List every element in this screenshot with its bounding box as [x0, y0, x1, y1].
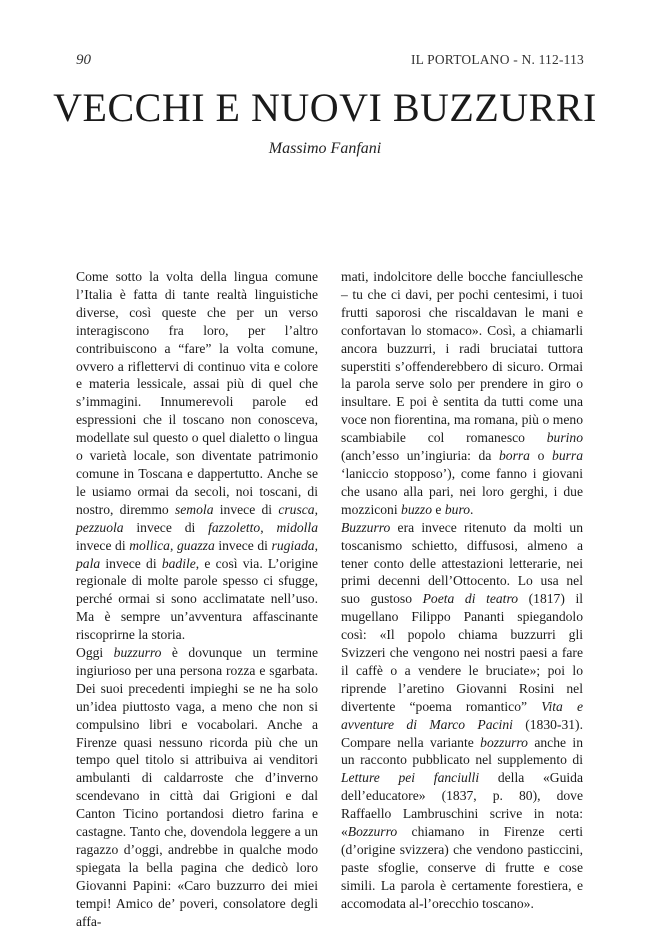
- text-run: invece di: [123, 519, 209, 535]
- italic-term: badile: [161, 555, 196, 571]
- paragraph: [341, 519, 583, 913]
- italic-term: semola: [174, 501, 214, 517]
- italic-term: Buzzurro: [341, 519, 391, 535]
- text-run: .: [470, 501, 474, 517]
- text-run: ,: [314, 537, 318, 553]
- italic-term: pezzuola: [76, 519, 124, 535]
- text-run: e: [432, 501, 445, 517]
- italic-term: bozzurro: [480, 734, 528, 750]
- article-author: Massimo Fanfani: [268, 140, 382, 157]
- text-run: della «Guida dell’educatore» (1837, p. 80), dove Raffaello Lambruschini scrive in nota: «: [341, 770, 583, 840]
- text-run: invece di: [213, 501, 279, 517]
- text-run: ‘laniccio stopposo’), come fanno i giovani che usano alla pari, nei loro gerghi, i due mozziconi: [341, 465, 583, 517]
- text-run: anche in un racconto pubblicato nel supplemento di: [341, 734, 583, 768]
- paragraph: [341, 268, 583, 519]
- italic-term: pala: [76, 555, 101, 571]
- text-run: ,: [169, 537, 177, 553]
- italic-term: crusca: [278, 501, 315, 517]
- text-run: Oggi: [76, 645, 114, 661]
- italic-term: Bozzurro: [347, 824, 398, 840]
- text-run: (anch’esso un’ingiuria: da: [341, 448, 499, 464]
- paragraph: [76, 644, 318, 931]
- italic-term: buro: [444, 501, 471, 517]
- italic-term: borra: [499, 448, 530, 464]
- italic-term: Letture pei fanciulli: [341, 770, 480, 786]
- paragraph: [76, 268, 318, 644]
- running-head: IL PORTOLANO - N. 112-113: [410, 52, 584, 67]
- text-run: era invece ritenuto da molti un toscanismo schietto, diffusosi, almeno a tener conto delle attestazioni letterarie, nei primi decenni dell’Ottocento. Lo usa nel suo gustoso: [341, 519, 583, 607]
- text-run: è dovunque un termine ingiurioso per una persona rozza e sgarbata. Dei suoi precedenti impieghi se ne ha solo un’idea piuttosto vaga, a meno che non si compulsino libri e vocabolari. Anche a Firenze quasi nessuno ricorda più che un tempo quel titolo si attribuiva ai venditori ambulanti di caldarroste che d’inverno scendevano in città dai Grigioni e dal Canton Ticino portandosi dietro farina e castagne. Tanto che, dovendola leggere a un ragazzo d’oggi, andrebbe in qualche modo spiegata la bella pagina che dedicò loro Giovanni Papini: «Caro buzzurro dei miei tempi! Amico de’ poveri, consolatore degli affa-: [76, 645, 318, 929]
- page-number: 90: [76, 52, 91, 68]
- italic-term: Poeta di teatro: [422, 591, 519, 607]
- italic-term: Vita e avventure di Marco Pacini: [341, 698, 584, 732]
- italic-term: burra: [552, 448, 583, 464]
- text-run: invece di: [214, 537, 272, 553]
- italic-term: midolla: [276, 519, 319, 535]
- italic-term: burino: [546, 430, 583, 446]
- text-run: (1830-31). Compare nella variante: [341, 716, 583, 750]
- text-column-left: [76, 268, 318, 931]
- text-run: ,: [260, 519, 277, 535]
- text-run: Come sotto la volta della lingua comune l’Italia è fatta di tante realtà linguistiche diverse, così queste che per un verso interagiscono fra loro, per l’altro contribuiscono a “fare” la volta comune, ovvero a riflettervi di continuo vita e colore e materia lessicale, assai più di quel che s’immagini. Innumerevoli parole ed espressioni che il toscano non conosceva, modellate sul questo o quel dialetto o lingua o varietà locale, son diventate patrimonio comune in Toscana e dappertutto. Anche se le usiamo ormai da secoli, noi toscani, di nostro, diremmo: [76, 269, 318, 517]
- text-run: chiamano in Firenze certi (d’origine svizzera) che vendono pasticcini, paste sfoglie, conserve di frutte e cose simili. La parola è certamente forestiera, e accomodata al-l’orecchio toscano».: [341, 824, 583, 911]
- italic-term: guazza: [176, 537, 215, 553]
- italic-term: fazzoletto: [208, 519, 261, 535]
- text-column-right: [341, 268, 583, 913]
- text-run: ,: [314, 501, 318, 517]
- page-header: [76, 52, 584, 69]
- italic-term: buzzo: [401, 501, 433, 517]
- text-run: invece di: [76, 537, 130, 553]
- text-run: invece di: [100, 555, 162, 571]
- text-run: , e così via. L’origine regionale di molte parole spesso ci sfugge, perché ormai si sono acclimatate nell’uso. Ma è sempre un’avventura affascinante riscoprirne la storia.: [76, 555, 318, 643]
- italic-term: buzzurro: [113, 645, 162, 661]
- text-run: o: [529, 448, 553, 464]
- italic-term: mollica: [129, 537, 170, 553]
- article-title: VECCHI E NUOVI BUZZURRI: [53, 85, 597, 130]
- text-run: (1817) il mugellano Filippo Pananti spiegandolo così: «Il popolo chiama buzzurri gli Svizzeri che vengono nei nostri paesi a fare il caffè o a vendere le bruciate»; poi lo riprende l’aretino Giovanni Rosini nel divertente “poema romantico”: [341, 591, 583, 714]
- text-run: mati, indolcitore delle bocche fanciullesche – tu che ci davi, per pochi centesimi, i tuoi frutti saporosi che riscaldavan le mani e confortavan lo stomaco». Così, a chiamarli ancora buzzurri, i radi bruciatai tuttora superstiti s’offenderebbero di sicuro. Ormai la parola serve solo per prendere in giro o insultare. E poi è sentita da tutti come una voce non fiorentina, ma romana, più o meno scambiabile col romanesco: [341, 269, 583, 446]
- italic-term: rugiada: [271, 537, 315, 553]
